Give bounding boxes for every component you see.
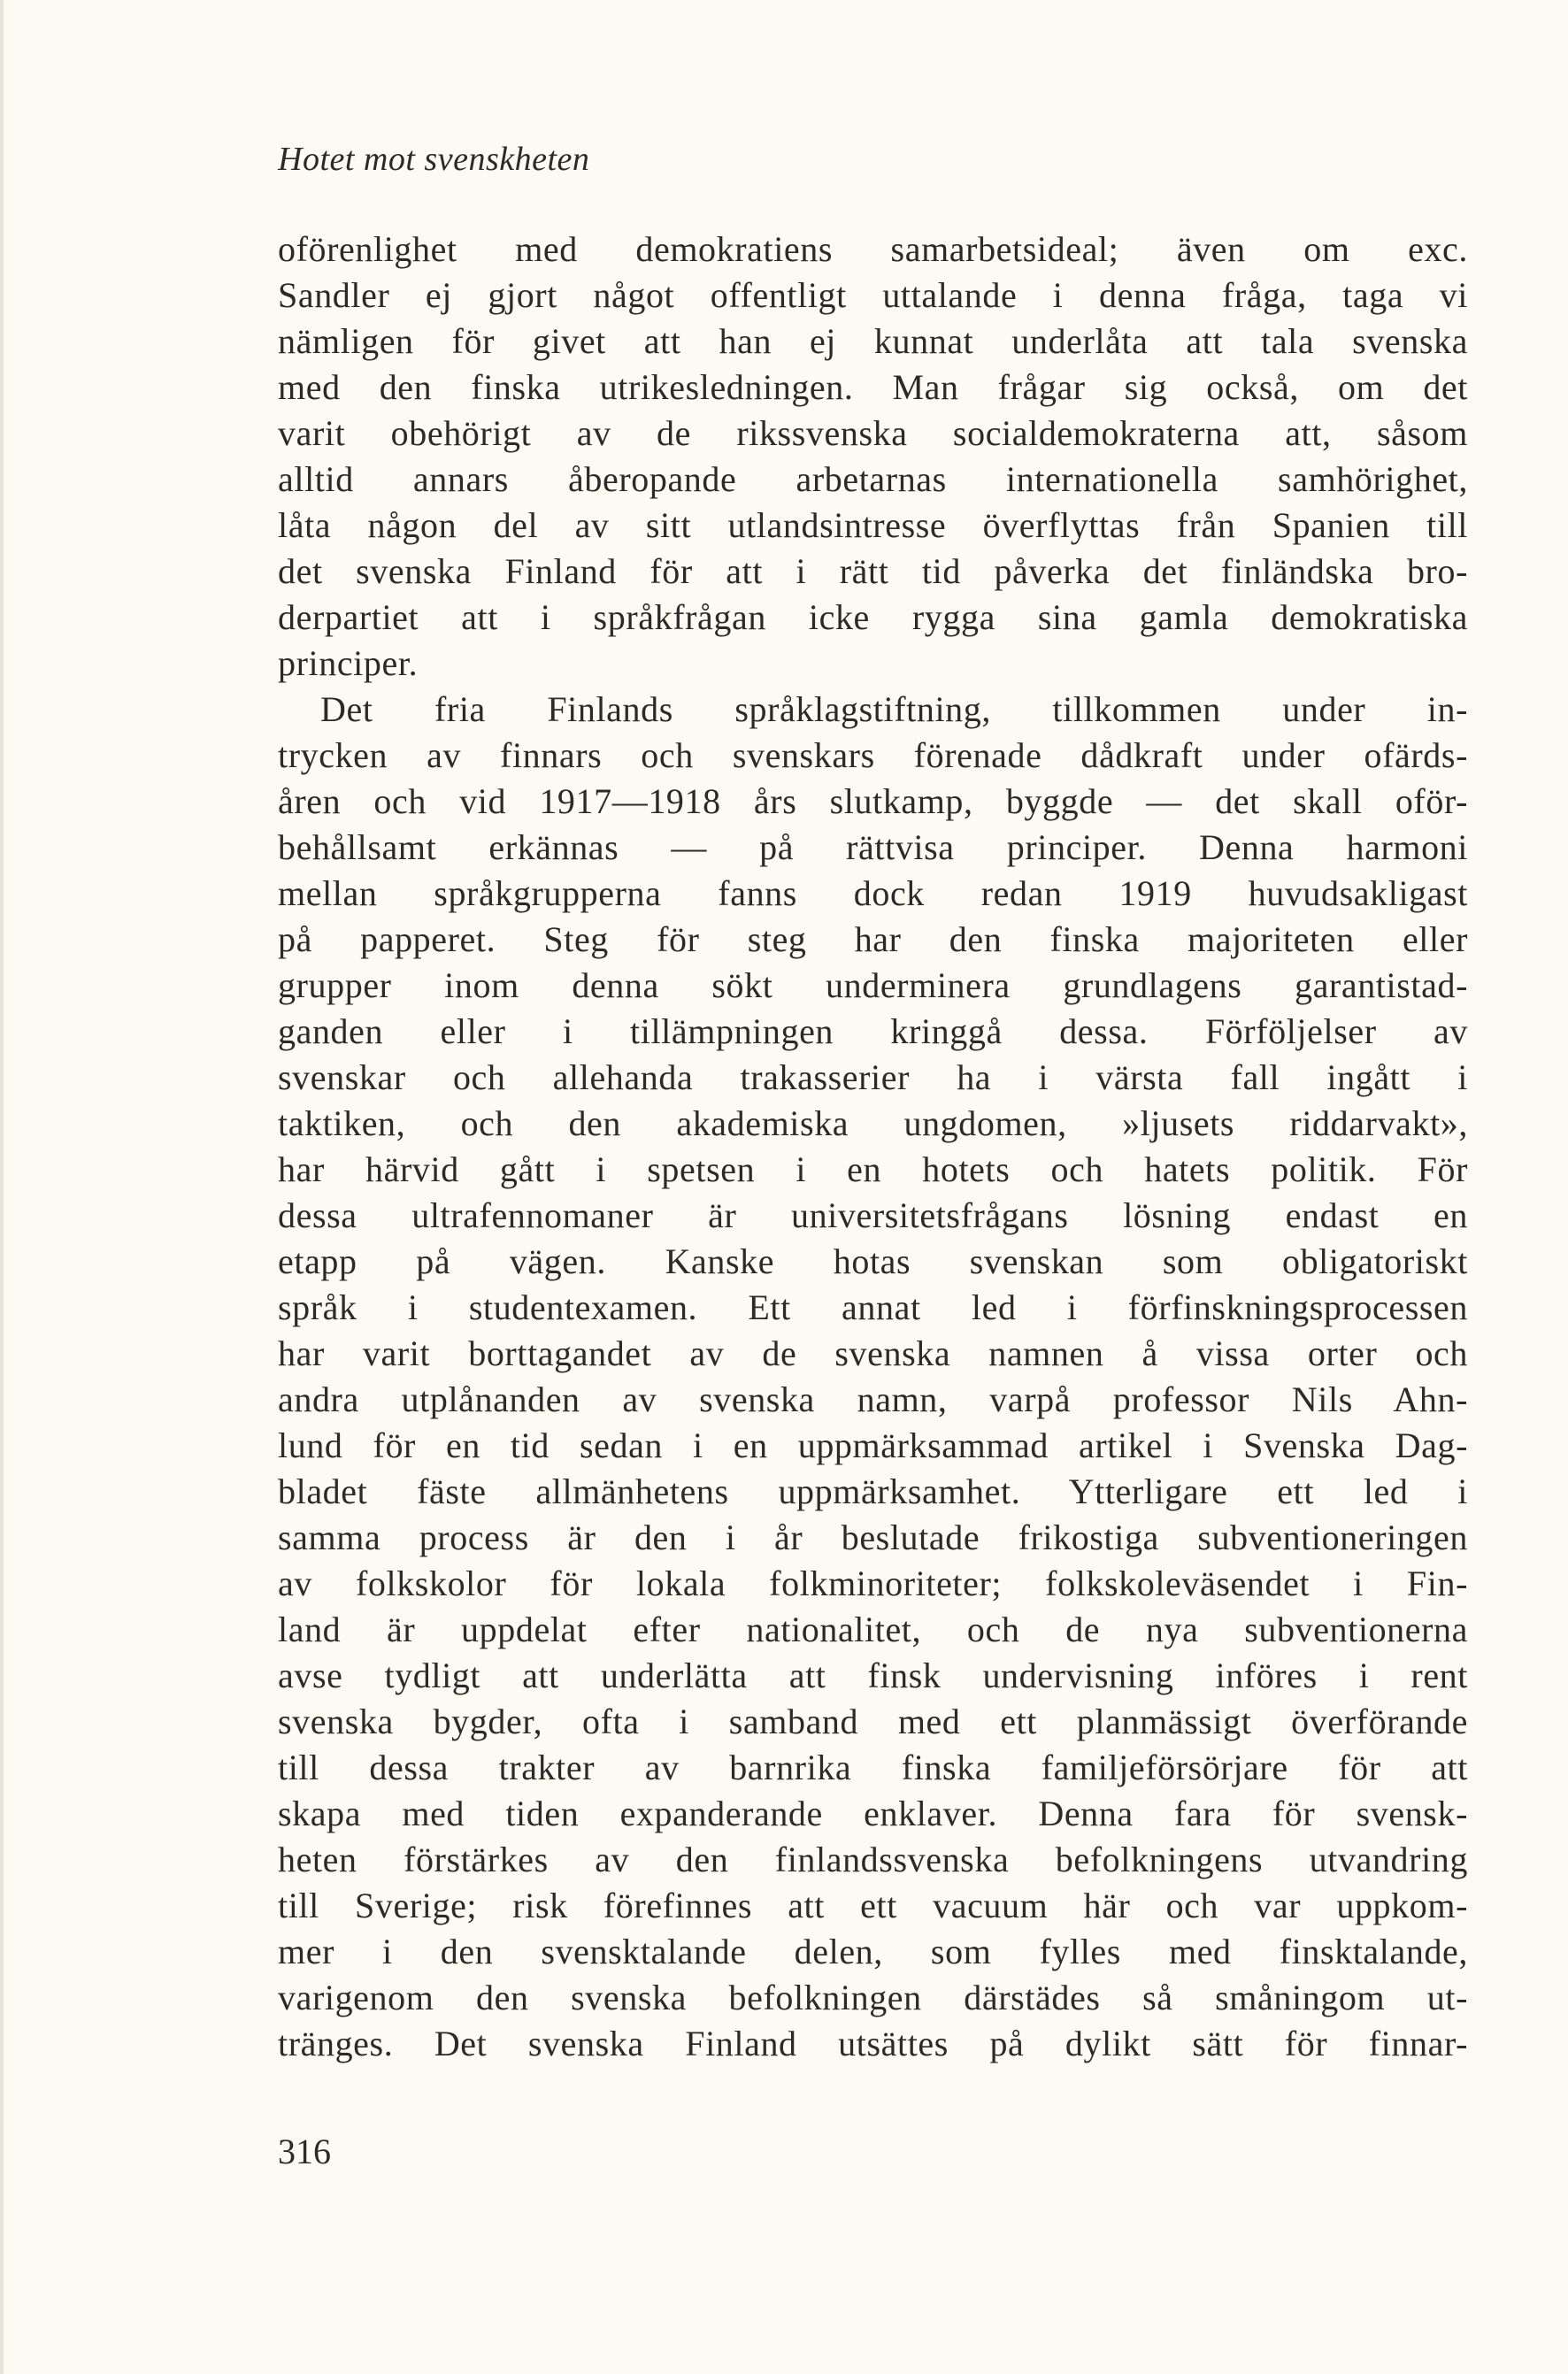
text-line: Det fria Finlands språklagstiftning, tillkommen under in- [320, 689, 1468, 729]
text-line: svenska bygder, ofta i samband med ett planmässigt överförande [278, 1702, 1468, 1741]
text-line: på papperet. Steg för steg har den finska majoriteten eller [278, 919, 1468, 959]
text-line: varigenom den svenska befolkningen därstädes så småningom ut- [278, 1978, 1468, 2017]
text-line: dessa ultrafennomaner är universitetsfrågans lösning endast en [278, 1195, 1468, 1235]
text-line: etapp på vägen. Kanske hotas svenskan som obligatoriskt [278, 1241, 1468, 1281]
text-line: mer i den svensktalande delen, som fylles med finsktalande, [278, 1932, 1468, 1971]
text-line: lund för en tid sedan i en uppmärksammad artikel i Svenska Dag- [278, 1425, 1468, 1465]
text-line: svenskar och allehanda trakasserier ha i värsta fall ingått i [278, 1057, 1468, 1097]
text-line: det svenska Finland för att i rätt tid påverka det finländska bro- [278, 551, 1468, 591]
running-header: Hotet mot svenskheten [278, 141, 590, 178]
text-line: skapa med tiden expanderande enklaver. Denna fara för svensk- [278, 1794, 1468, 1833]
text-line: behållsamt erkännas — på rättvisa principer. Denna harmoni [278, 827, 1468, 867]
text-line: varit obehörigt av de rikssvenska socialdemokraterna att, såsom [278, 413, 1468, 453]
text-line: åren och vid 1917—1918 års slutkamp, byggde — det skall oför- [278, 781, 1468, 821]
text-line: nämligen för givet att han ej kunnat underlåta att tala svenska [278, 321, 1468, 361]
text-line: derpartiet att i språkfrågan icke rygga sina gamla demokratiska [278, 597, 1468, 637]
paragraph [278, 227, 1468, 687]
text-line: låta någon del av sitt utlandsintresse överflyttas från Spanien till [278, 505, 1468, 545]
body-text [278, 227, 1468, 2067]
text-line: andra utplånanden av svenska namn, varpå professor Nils Ahn- [278, 1379, 1468, 1419]
text-line: oförenlighet med demokratiens samarbetsideal; även om exc. [278, 229, 1468, 269]
text-line: heten förstärkes av den finlandssvenska befolkningens utvandring [278, 1840, 1468, 1879]
text-line: ganden eller i tillämpningen kringgå dessa. Förföljelser av [278, 1011, 1468, 1051]
text-line: samma process är den i år beslutade frikostiga subventioneringen [278, 1517, 1468, 1557]
text-line: Sandler ej gjort något offentligt uttalande i denna fråga, taga vi [278, 275, 1468, 315]
text-line: avse tydligt att underlätta att finsk undervisning införes i rent [278, 1656, 1468, 1695]
text-line: tränges. Det svenska Finland utsättes på dylikt sätt för finnar- [278, 2024, 1468, 2063]
text-line: har härvid gått i spetsen i en hotets och hatets politik. För [278, 1149, 1468, 1189]
text-line: med den finska utrikesledningen. Man frågar sig också, om det [278, 367, 1468, 407]
text-line: har varit borttagandet av de svenska namnen å vissa orter och [278, 1333, 1468, 1373]
text-line: taktiken, och den akademiska ungdomen, »ljusets riddarvakt», [278, 1103, 1468, 1143]
scan-page-edge [0, 0, 4, 2374]
text-line: land är uppdelat efter nationalitet, och de nya subventionerna [278, 1610, 1468, 1649]
text-line: av folkskolor för lokala folkminoriteter; folkskoleväsendet i Fin- [278, 1563, 1468, 1603]
text-line: bladet fäste allmänhetens uppmärksamhet. Ytterligare ett led i [278, 1471, 1468, 1511]
text-line: alltid annars åberopande arbetarnas internationella samhörighet, [278, 459, 1468, 499]
page-number: 316 [278, 2132, 331, 2171]
text-line: grupper inom denna sökt underminera grundlagens garantistad- [278, 965, 1468, 1005]
text-line: till Sverige; risk förefinnes att ett vacuum här och var uppkom- [278, 1886, 1468, 1925]
text-line: språk i studentexamen. Ett annat led i förfinskningsprocessen [278, 1287, 1468, 1327]
text-line: trycken av finnars och svenskars förenade dådkraft under ofärds- [278, 735, 1468, 775]
text-line: principer. [278, 643, 419, 683]
text-line: till dessa trakter av barnrika finska familjeförsörjare för att [278, 1748, 1468, 1787]
paragraph [278, 687, 1468, 2067]
text-line: mellan språkgrupperna fanns dock redan 1919 huvudsakligast [278, 873, 1468, 913]
